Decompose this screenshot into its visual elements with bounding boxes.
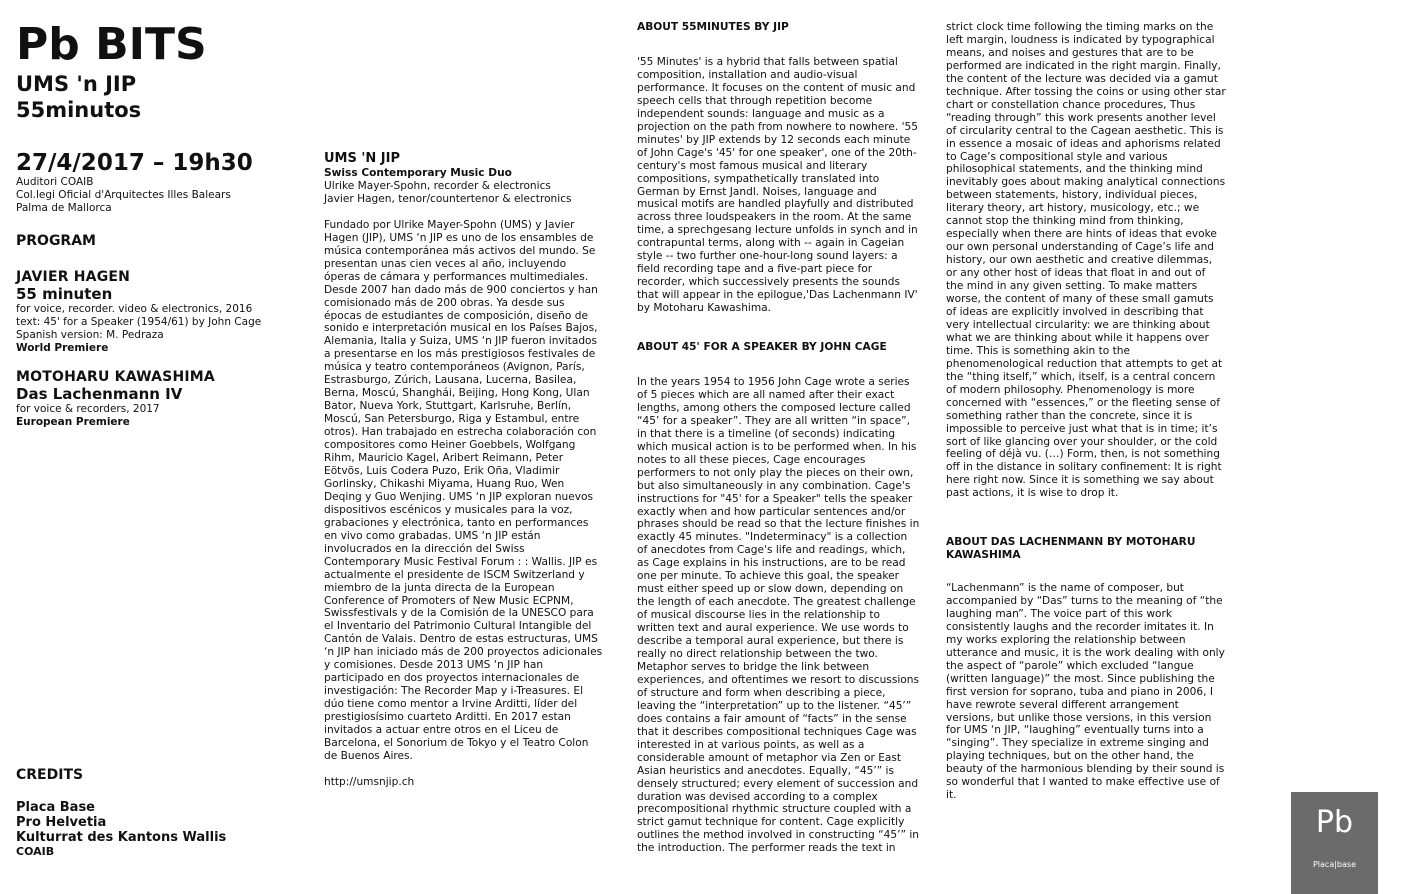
- about-45-section: [637, 341, 920, 855]
- program-item: [16, 369, 306, 429]
- program-heading: PROGRAM: [16, 233, 96, 249]
- section-text: In the years 1954 to 1956 John Cage wrote a series of 5 pieces which are all named after their exact lengths, among others the composed lecture called “45’ for a speaker”. They are all written “in space”, in that there is a timeline (of seconds) indicating which musical action is to be performed when. In his notes to all these pieces, Cage encourages performers to not only play the pieces on their own, but also simultaneously in any combination. Cage's instructions for "45' for a Speaker" tells the speaker exactly when and how particular sentences and/or phrases should be read so that the lecture finishes in exactly 45 minutes. "Indeterminacy" is a collection of anecdotes from Cage's life and readings, which, as Cage explains in his instructions, are to be read one per minute. To achieve this goal, the speaker must either speed up or slow down, depending on the length of each anecdote. The greatest challenge of musical discourse lies in the relationship to written text and aural experience. We use words to describe a temporal aural experience, but there is really no direct relationship between the two. Metaphor serves to bridge the link between experiences, and oftentimes we resort to discussions of structure and form when describing a piece, leaving the “interpretation” up to the listener. “45’” does contains a fair amount of “facts” in the sense that it describes compositional techniques Cage was interested in at various points, as well as a considerable amount of metaphor via Zen or East Asian heuristics and anecdotes. Equally, “45’” is densely structured; every element of succession and duration was devised according to a complex precompositional rhythmic structure coupled with a strict gamut technique for content. Cage explicitly outlines the method involved in constructing “45’” in the introduction. The performer reads the text in: [637, 376, 920, 855]
- composer-name: JAVIER HAGEN: [16, 269, 131, 285]
- composer-name: MOTOHARU KAWASHIMA: [16, 369, 215, 385]
- duo-bio: Fundado por Ulrike Mayer-Spohn (UMS) y Javier Hagen (JIP), UMS ‘n JIP es uno de los ensambles de música contemporánea más activos del mundo. Se presentan unas cien veces al año, incluyendo óperas de cámara y performances multimediales. Desde 2007 han dado más de 900 conciertos y han comisionado más de 200 obras. Ya desde sus épocas de estudiantes de composición, diseño de sonido e interpretación musical en los Países Bajos, Alemania, Italia y Suiza, UMS ‘n JIP fueron invitados a presentarse en los más prestigiosos festivales de música y teatro contemporáneos (Avignon, París, Estrasburgo, Zúrich, Lausana, Lucerna, Basilea, Berna, Moscú, Shanghái, Beijing, Hong Kong, Ulan Bator, Nueva York, Stuttgart, Karlsruhe, Berlín, Moscú, San Petersburgo, Riga y Estambul, entre otros). Han trabajado en estrecha colaboración con compositores como Heiner Goebbels, Wolfgang Rihm, Mauricio Kagel, Aribert Reimann, Peter Eötvös, Luis Codera Puzo, Erik Oña, Vladimir Gorlinsky, Chikashi Miyama, Huang Ruo, Wen Deqing y Guo Wenjing. UMS ‘n JIP exploran nuevos dispositivos escénicos y musicales para la voz, grabaciones y electrónica, tanto en performances en vivo como grabadas. UMS ‘n JIP están involucrados en la dirección del Swiss Contemporary Music Festival Forum : : Wallis. JIP es actualmente el presidente de ISCM Switzerland y miembro de la junta directa de la European Conference of Promoters of New Music ECPNM, Swissfestivals y de la Comisión de la UNESCO para el Inventario del Patrimonio Cultural Intangible del Cantón de Valais. Dentro de estas estructuras, UMS ‘n JIP han iniciado más de 200 proyectos adicionales y comisiones. Desde 2013 UMS ‘n JIP han participado en dos proyectos internacionales de investigación: The Recorder Map y i-Treasures. El dúo tiene como mentor a Irvine Arditti, líder del prestigiosísimo cuarteto Arditti. En 2017 estan invitados a actuar entre otros en el Liceu de Barcelona, el Sonorium de Tokyo y el Teatro Colon de Buenos Aires.: [324, 218, 603, 762]
- logo-name: Placa|base: [1312, 860, 1356, 869]
- premiere-label: World Premiere: [16, 342, 109, 354]
- work-detail: Spanish version: M. Pedraza: [16, 329, 164, 341]
- about-55minutes-section: [637, 21, 920, 315]
- page-title: Pb BITS: [16, 19, 207, 70]
- logo-mark: Pb: [1315, 805, 1354, 840]
- about-45-continued: [946, 21, 1226, 500]
- placabase-logo: [1291, 792, 1378, 894]
- program-item: [16, 269, 306, 355]
- piece-subtitle: 55minutos: [16, 98, 142, 122]
- ensemble-subtitle: UMS 'n JIP: [16, 72, 137, 96]
- credits-heading: CREDITS: [16, 767, 84, 783]
- about-lachenmann-section: [946, 536, 1226, 802]
- credits-list: [16, 800, 306, 858]
- work-title: 55 minuten: [16, 285, 113, 303]
- section-text: “Lachenmann” is the name of composer, but accompanied by “Das” turns to the meaning of “the laughing man”. The voice part of this work consistently laughs and the recorder imitates it. In my works exploring the relationship between utterance and music, it is the work dealing with only the aspect of “parole” which excluded “langue (written language)” the most. Since publishing the first version for soprano, tuba and piano in 2006, I have rewrote several different arrangement versions, but unlike those versions, in this version for UMS ‘n JIP, “laughing” eventually turns into a “singing”. They specialize in extreme singing and playing techniques, but on the other hand, the beauty of the harmonious blending by their sound is so wonderful that I wanted to make effective use of it.: [946, 582, 1225, 802]
- venue-line: Palma de Mallorca: [16, 202, 112, 214]
- credit-item: COAIB: [16, 845, 55, 858]
- section-text: strict clock time following the timing marks on the left margin, loudness is indicated by typographical means, and noises and gestures that are to be performed are indicated in the right margin. Finally, the content of the lecture was decided via a gamut technique. After tossing the coins or using other star chart or constellation chance procedures, Thus “reading through” this work presents another level of circularity central to the Cagean aesthetic. This is in essence a mosaic of ideas and aphorisms related to Cage’s compositional style and various philosophical statements, and the thinking mind inevitably goes about making analytical connections between statements, history, individual pieces, literary theory, art history, musicology, etc.; we cannot stop the thinking mind from thinking, especially when there are hints of ideas that evoke our own personal understanding of Cage’s life and history, our own aesthetic and creative dilemmas, or any other host of ideas that float in and out of the mind in any given setting. To make matters worse, the content of many of these small gamuts of ideas are explicitly involved in describing that very intellectual circularity: we are thinking about what we are thinking about while it happens over time. This is something akin to the phenomenological reduction that attempts to get at the “thing itself,” which, itself, is a central concern of modern philosophy. Phenomenology is more concerned with “essences,” or the fleeting sense of something rather than the concrete, since it is impossible to perceive just what that is in time; it’s sort of like glancing over your shoulder, or the cold feeling of déjà vu. (…) Form, then, is not something off in the distance in solitary confinement: It is right here right now. Since it is something we say about past actions, it is wise to drop it.: [946, 21, 1226, 500]
- duo-tagline: Swiss Contemporary Music Duo: [324, 167, 512, 179]
- venue-line: Auditori COAIB: [16, 176, 94, 188]
- duo-website-link[interactable]: http://umsnjip.ch: [324, 775, 415, 788]
- venue-line: Col.legi Oficial d'Arquitectes Illes Balears: [16, 189, 231, 201]
- duo-member: Javier Hagen, tenor/countertenor & electronics: [324, 192, 572, 205]
- section-heading: ABOUT 45' FOR A SPEAKER BY JOHN CAGE: [637, 341, 887, 353]
- premiere-label: European Premiere: [16, 416, 130, 428]
- event-date: 27/4/2017 – 19h30: [16, 150, 253, 176]
- work-detail: for voice, recorder. video & electronics, 2016: [16, 303, 253, 315]
- venue-block: [16, 176, 306, 215]
- section-text: '55 Minutes' is a hybrid that falls between spatial composition, installation and audio-visual performance. It focuses on the content of music and speech cells that through repetition become independent sounds: language and music as a projection on the path from nowhere to nowhere. '55 minutes' by JIP extends by 12 seconds each minute of John Cage's '45' for one speaker', one of the 20th-century's most famous musical and literary compositions, sympathetically translated into German by Ernst Jandl. Noises, language and musical motifs are handled playfully and distributed across three loudspeakers in the room. At the same time, a sprechgesang lecture unfolds in synch and in contrapuntal terms, along with -- again in Cageian style -- two further one-hour-long sound layers: a field recording tape and a five-part piece for recorder, which successively presents the sounds that will appear in the epilogue,'Das Lachenmann IV' by Motoharu Kawashima.: [637, 56, 919, 315]
- duo-section: [324, 151, 604, 789]
- work-detail: for voice & recorders, 2017: [16, 403, 160, 415]
- work-title: Das Lachenmann IV: [16, 385, 183, 403]
- credit-item: Pro Helvetia: [16, 815, 107, 830]
- work-detail: text: 45' for a Speaker (1954/61) by John Cage: [16, 316, 262, 328]
- credit-item: Placa Base: [16, 800, 95, 815]
- section-heading: ABOUT DAS LACHENMANN BY MOTOHARU KAWASHIMA: [946, 536, 1196, 561]
- duo-heading: UMS 'N JIP: [324, 151, 400, 166]
- section-heading: ABOUT 55MINUTES BY JIP: [637, 21, 789, 33]
- duo-member: Ulrike Mayer-Spohn, recorder & electronics: [324, 179, 551, 192]
- credit-item: Kulturrat des Kantons Wallis: [16, 830, 227, 845]
